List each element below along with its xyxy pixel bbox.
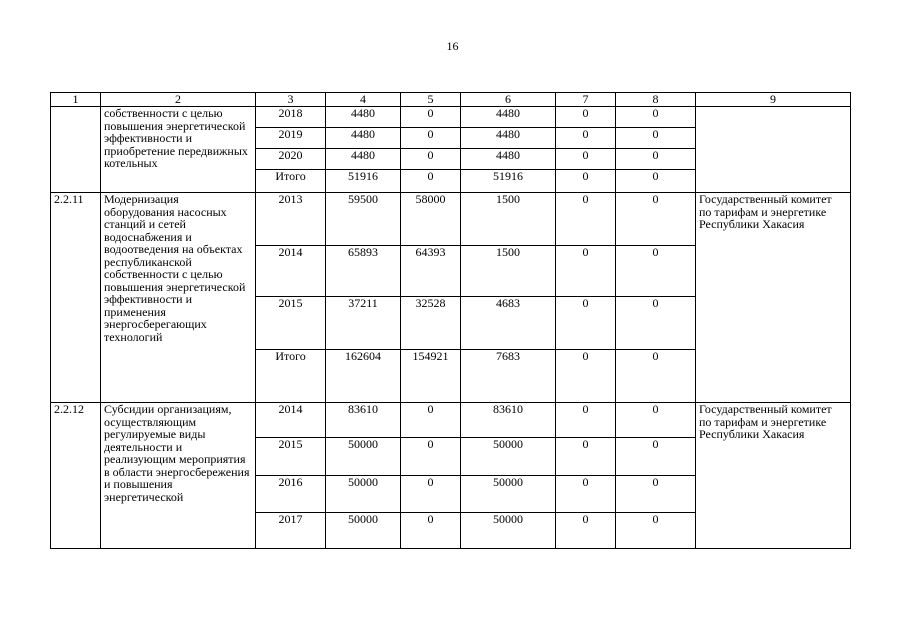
value-col6: 50000 <box>461 438 556 476</box>
table-row <box>51 193 851 246</box>
value-col5: 0 <box>401 107 461 128</box>
value-col4: 4480 <box>326 128 401 149</box>
value-col4: 50000 <box>326 438 401 476</box>
header-row <box>51 93 851 107</box>
page-number: 16 <box>446 39 459 53</box>
header-cell: 1 <box>51 93 101 107</box>
item-code <box>51 107 101 193</box>
value-col6: 4683 <box>461 297 556 350</box>
value-col8: 0 <box>616 193 696 246</box>
table-row <box>51 107 851 128</box>
value-col4: 4480 <box>326 107 401 128</box>
header-cell: 7 <box>556 93 616 107</box>
responsible-agency <box>696 107 851 193</box>
value-col4: 50000 <box>326 476 401 513</box>
value-col5: 0 <box>401 438 461 476</box>
year-cell: 2016 <box>256 476 326 513</box>
header-cell: 2 <box>101 93 256 107</box>
value-col8: 0 <box>616 170 696 193</box>
value-col6: 83610 <box>461 403 556 438</box>
header-cell: 8 <box>616 93 696 107</box>
value-col6: 7683 <box>461 350 556 403</box>
value-col7: 0 <box>556 476 616 513</box>
budget-table <box>50 92 851 549</box>
value-col4: 51916 <box>326 170 401 193</box>
value-col5: 0 <box>401 170 461 193</box>
year-cell: 2015 <box>256 297 326 350</box>
header-cell: 3 <box>256 93 326 107</box>
value-col4: 37211 <box>326 297 401 350</box>
value-col5: 0 <box>401 403 461 438</box>
year-cell: 2015 <box>256 438 326 476</box>
value-col4: 50000 <box>326 513 401 549</box>
value-col6: 50000 <box>461 513 556 549</box>
value-col8: 0 <box>616 107 696 128</box>
value-col6: 50000 <box>461 476 556 513</box>
item-code: 2.2.11 <box>51 193 101 403</box>
year-cell: 2014 <box>256 403 326 438</box>
header-cell: 4 <box>326 93 401 107</box>
value-col8: 0 <box>616 350 696 403</box>
value-col6: 4480 <box>461 149 556 170</box>
value-col7: 0 <box>556 438 616 476</box>
value-col7: 0 <box>556 513 616 549</box>
value-col8: 0 <box>616 246 696 297</box>
value-col5: 0 <box>401 476 461 513</box>
value-col5: 0 <box>401 149 461 170</box>
year-cell: 2013 <box>256 193 326 246</box>
year-cell: Итого <box>256 350 326 403</box>
value-col7: 0 <box>556 403 616 438</box>
value-col6: 4480 <box>461 128 556 149</box>
value-col6: 1500 <box>461 246 556 297</box>
value-col5: 0 <box>401 513 461 549</box>
value-col5: 0 <box>401 128 461 149</box>
value-col7: 0 <box>556 297 616 350</box>
value-col4: 162604 <box>326 350 401 403</box>
value-col7: 0 <box>556 149 616 170</box>
year-cell: 2017 <box>256 513 326 549</box>
value-col4: 59500 <box>326 193 401 246</box>
value-col5: 32528 <box>401 297 461 350</box>
value-col4: 83610 <box>326 403 401 438</box>
item-name: Модернизация оборудования насосных станций и сетей водоснабжения и водоотведения на объектах республиканской собственности с целью повышения энергетической эффективности и применения энергосберегающих технологий <box>101 193 256 403</box>
value-col6: 4480 <box>461 107 556 128</box>
value-col8: 0 <box>616 128 696 149</box>
value-col6: 1500 <box>461 193 556 246</box>
responsible-agency: Государственный комитет по тарифам и энергетике Республики Хакасия <box>696 193 851 403</box>
item-name: собственности с целью повышения энергетической эффективности и приобретение передвижных котельных <box>101 107 256 193</box>
item-name: Субсидии организациям, осуществляющим регулируемые виды деятельности и реализующим мероприятия в области энергосбережения и повышения энергетической <box>101 403 256 549</box>
value-col8: 0 <box>616 513 696 549</box>
value-col4: 4480 <box>326 149 401 170</box>
header-cell: 5 <box>401 93 461 107</box>
value-col8: 0 <box>616 403 696 438</box>
value-col7: 0 <box>556 246 616 297</box>
value-col5: 64393 <box>401 246 461 297</box>
value-col8: 0 <box>616 297 696 350</box>
value-col8: 0 <box>616 149 696 170</box>
header-cell: 9 <box>696 93 851 107</box>
year-cell: 2020 <box>256 149 326 170</box>
value-col8: 0 <box>616 476 696 513</box>
year-cell: 2014 <box>256 246 326 297</box>
value-col5: 58000 <box>401 193 461 246</box>
value-col5: 154921 <box>401 350 461 403</box>
header-cell: 6 <box>461 93 556 107</box>
table-row <box>51 403 851 438</box>
value-col6: 51916 <box>461 170 556 193</box>
value-col7: 0 <box>556 107 616 128</box>
value-col4: 65893 <box>326 246 401 297</box>
table-body <box>51 107 851 549</box>
year-cell: 2018 <box>256 107 326 128</box>
value-col7: 0 <box>556 350 616 403</box>
value-col7: 0 <box>556 193 616 246</box>
value-col7: 0 <box>556 170 616 193</box>
year-cell: 2019 <box>256 128 326 149</box>
value-col8: 0 <box>616 438 696 476</box>
responsible-agency: Государственный комитет по тарифам и энергетике Республики Хакасия <box>696 403 851 549</box>
year-cell: Итого <box>256 170 326 193</box>
item-code: 2.2.12 <box>51 403 101 549</box>
value-col7: 0 <box>556 128 616 149</box>
